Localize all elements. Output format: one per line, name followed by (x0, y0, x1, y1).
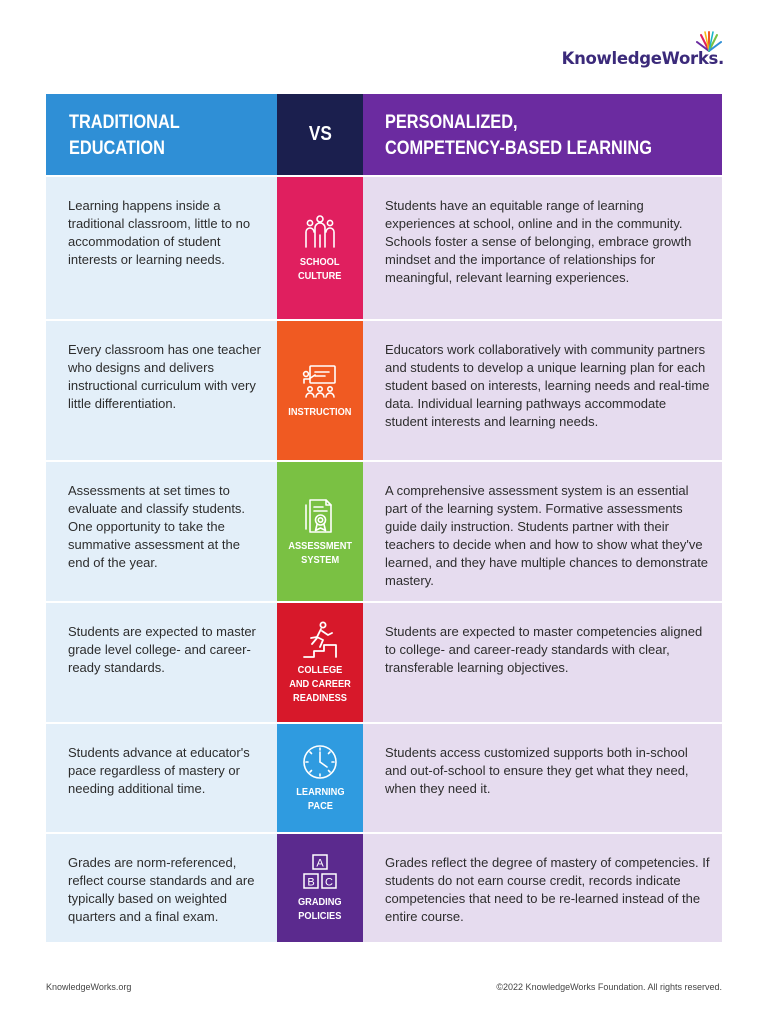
clock-icon (301, 743, 339, 781)
traditional-cell: Students are expected to master grade level college- and career-ready standards. (46, 603, 277, 722)
category-cell (277, 462, 363, 601)
category-label: GRADING POLICIES (298, 896, 342, 922)
svg-text:C: C (325, 876, 333, 889)
category-label: LEARNING PACE (295, 786, 345, 812)
traditional-cell: Assessments at set times to evaluate and classify students. One opportunity to take the summative assessment at the end of the year. (46, 462, 277, 601)
svg-text:B: B (307, 876, 315, 889)
footer-url: KnowledgeWorks.org (46, 982, 132, 992)
category-label: SCHOOL CULTURE (298, 256, 342, 282)
certificate-icon (301, 497, 339, 535)
table-row (46, 601, 722, 722)
personalized-cell: Grades reflect the degree of mastery of competencies. If students do not earn course credit, records indicate competencies that need to be re-learned instead of the entire course. (363, 834, 722, 942)
traditional-cell: Students advance at educator's pace regardless of mastery or needing additional time. (46, 724, 277, 832)
category-cell (277, 321, 363, 460)
traditional-header (46, 94, 277, 175)
personalized-cell: Educators work collaboratively with community partners and students to develop a unique learning plan for each student based on interests, learning needs and real-time data. Individual learning pathways accommodate student interests and learning needs. (363, 321, 722, 460)
category-cell (277, 834, 363, 942)
climbing-stairs-icon (301, 621, 339, 659)
table-body (46, 175, 722, 942)
traditional-title: TRADITIONAL EDUCATION (69, 112, 180, 159)
category-label: INSTRUCTION (288, 405, 352, 418)
table-header (46, 94, 722, 175)
category-cell (277, 177, 363, 319)
traditional-cell: Every classroom has one teacher who designs and delivers instructional curriculum with very little differentiation. (46, 321, 277, 460)
personalized-header (363, 94, 722, 175)
personalized-cell: Students have an equitable range of learning experiences at school, online and in the community. Schools foster a sense of belonging, embrace growth mindset and the importance of relationships for meaningful, relevant learning experiences. (363, 177, 722, 319)
people-group-icon (301, 213, 339, 251)
abc-blocks-icon (301, 853, 339, 891)
svg-text:A: A (316, 857, 324, 870)
category-label: ASSESSMENT SYSTEM (288, 539, 352, 566)
comparison-table (46, 94, 722, 942)
category-cell (277, 603, 363, 722)
table-row (46, 722, 722, 832)
personalized-cell: A comprehensive assessment system is an essential part of the learning system. Formative assessments guide daily instruction. Students partner with their teachers to decide when and how to show what they've learned, and they have multiple chances to demonstrate mastery. (363, 462, 722, 601)
personalized-cell: Students access customized supports both in-school and out-of-school to ensure they get what they need, when they need it. (363, 724, 722, 832)
teacher-board-icon (301, 363, 339, 401)
logo-wordmark: KnowledgeWorks. (561, 49, 724, 68)
table-row (46, 319, 722, 460)
category-label: COLLEGE AND CAREER READINESS (289, 663, 351, 704)
personalized-title: PERSONALIZED, COMPETENCY-BASED LEARNING (385, 112, 652, 159)
table-row (46, 175, 722, 319)
traditional-cell: Learning happens inside a traditional classroom, little to no accommodation of student interests or learning needs. (46, 177, 277, 319)
traditional-cell: Grades are norm-referenced, reflect course standards and are typically based on weighted quarters and a final exam. (46, 834, 277, 942)
table-row (46, 460, 722, 601)
footer-copyright: ©2022 KnowledgeWorks Foundation. All rights reserved. (496, 982, 722, 992)
personalized-cell: Students are expected to master competencies aligned to college- and career-ready standards with clear, transferable learning objectives. (363, 603, 722, 722)
vs-label: VS (308, 123, 332, 145)
table-row (46, 832, 722, 942)
knowledgeworks-logo (544, 30, 724, 74)
vs-header (277, 94, 363, 175)
category-cell (277, 724, 363, 832)
